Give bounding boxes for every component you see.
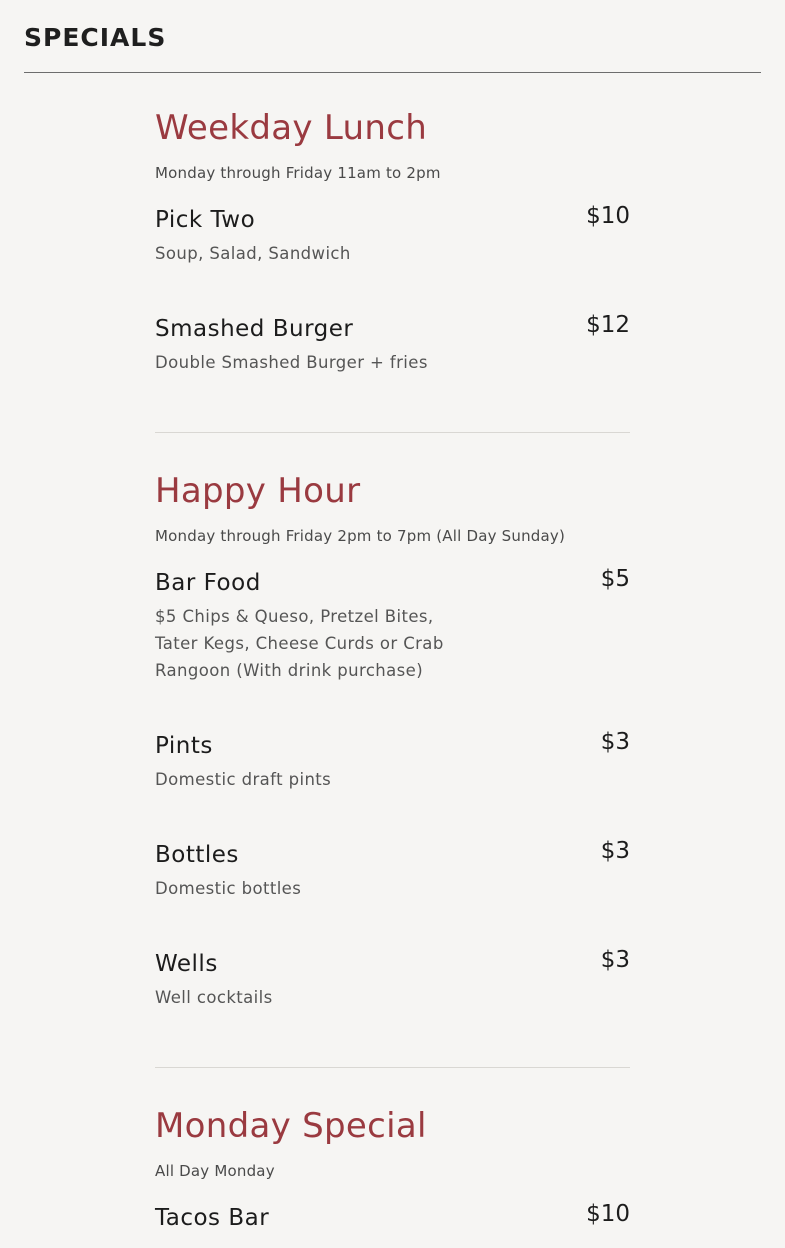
item-name: Pick Two: [155, 207, 256, 233]
section-title: Monday Special: [155, 1106, 427, 1146]
header-divider: [24, 72, 761, 73]
menu-item: [155, 731, 630, 793]
menu-item: [155, 314, 630, 376]
item-name: Tacos Bar: [155, 1205, 270, 1231]
item-price: $3: [600, 947, 630, 973]
section-monday-special: [155, 1104, 630, 1233]
section-subtitle: All Day Monday: [155, 1162, 275, 1180]
item-price: $10: [586, 1201, 630, 1227]
item-name: Wells: [155, 951, 218, 977]
section-title: Weekday Lunch: [155, 108, 428, 148]
item-name: Bottles: [155, 842, 239, 868]
item-price: $12: [586, 312, 630, 338]
item-description: Domestic bottles: [155, 879, 302, 898]
item-description: Double Smashed Burger + fries: [155, 353, 428, 372]
section-divider: [155, 1067, 630, 1068]
menu-item: [155, 1203, 630, 1233]
item-description: $5 Chips & Queso, Pretzel Bites, Tater Kegs, Cheese Curds or Crab Rangoon (With drink purchase): [155, 607, 444, 680]
item-price: $3: [600, 729, 630, 755]
menu-item: [155, 205, 630, 267]
item-description: Soup, Salad, Sandwich: [155, 244, 351, 263]
item-description: Well cocktails: [155, 988, 273, 1007]
item-name: Smashed Burger: [155, 316, 354, 342]
section-title: Happy Hour: [155, 471, 361, 511]
specials-menu: [155, 106, 630, 1233]
page-header: [24, 22, 761, 54]
section-subtitle: Monday through Friday 11am to 2pm: [155, 164, 441, 182]
menu-item: [155, 949, 630, 1011]
menu-item: [155, 840, 630, 902]
item-name: Pints: [155, 733, 213, 759]
item-price: $5: [600, 566, 630, 592]
section-divider: [155, 432, 630, 433]
item-price: $3: [600, 838, 630, 864]
item-description: Domestic draft pints: [155, 770, 332, 789]
item-price: $10: [586, 203, 630, 229]
item-name: Bar Food: [155, 570, 261, 596]
menu-item: [155, 568, 630, 684]
section-subtitle: Monday through Friday 2pm to 7pm (All Day Sunday): [155, 527, 566, 545]
section-happy-hour: [155, 469, 630, 1011]
section-weekday-lunch: [155, 106, 630, 376]
page-title: SPECIALS: [24, 23, 167, 52]
